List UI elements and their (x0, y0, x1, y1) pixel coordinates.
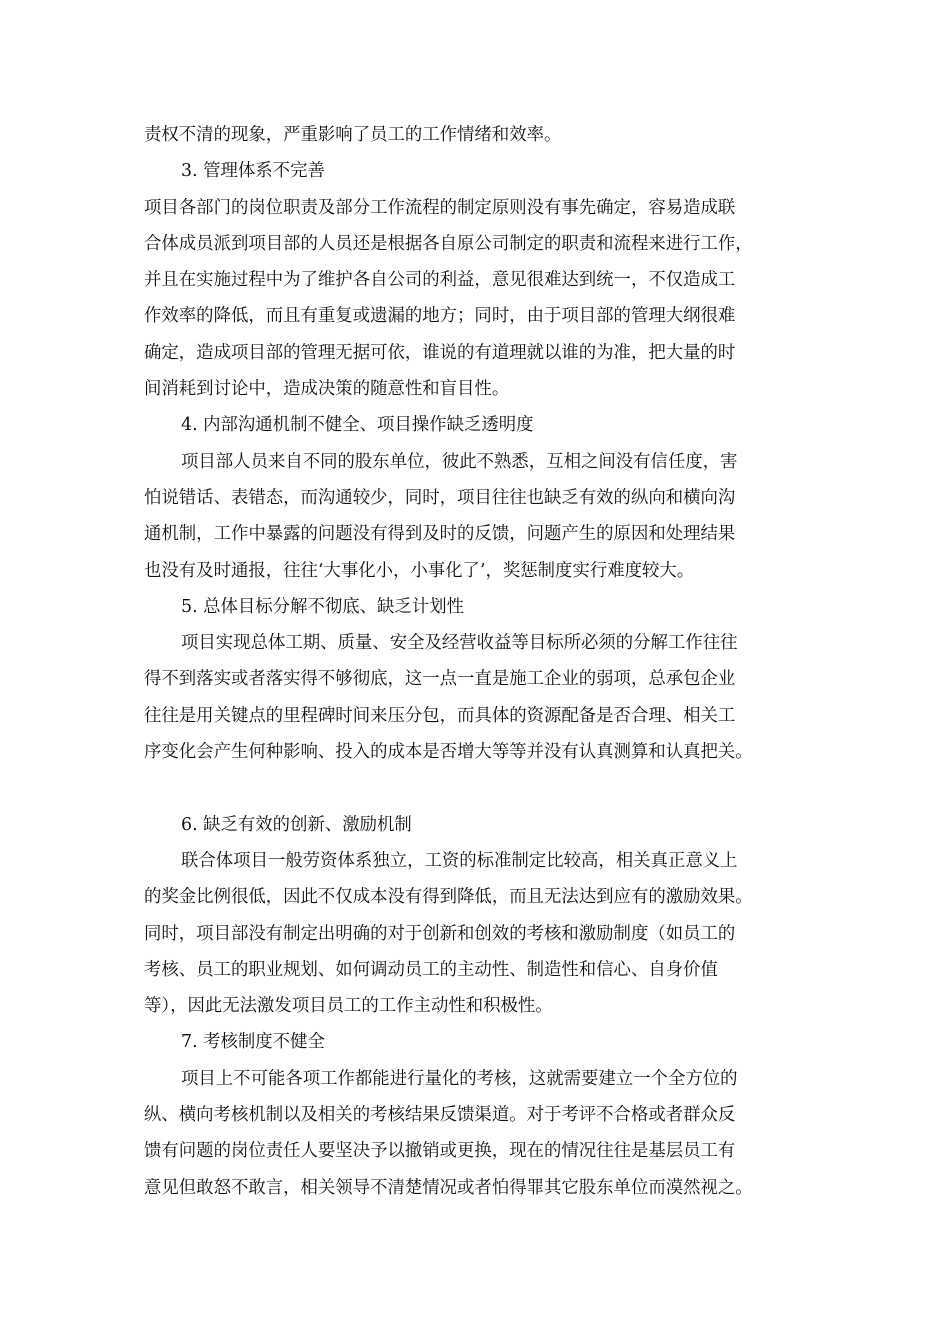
paragraph-line: 作效率的降低，而且有重复或遗漏的地方；同时，由于项目部的管理大纲很难 (144, 306, 736, 327)
paragraph-line: 合体成员派到项目部的人员还是根据各自原公司制定的职责和流程来进行工作， (144, 233, 753, 254)
paragraph-line: 得不到落实或者落实得不够彻底，这一点一直是施工企业的弱项，总承包企业 (144, 669, 736, 690)
paragraph-line: 馈有问题的岗位责任人要坚决予以撤销或更换，现在的情况往往是基层员工有 (144, 1141, 736, 1162)
paragraph-line: 序变化会产生何种影响、投入的成本是否增大等等并没有认真测算和认真把关。 (144, 742, 753, 763)
section-heading-7: 7. 考核制度不健全 (181, 1032, 325, 1053)
section-heading-6: 6. 缺乏有效的创新、激励机制 (181, 814, 412, 835)
paragraph-line: 纵、横向考核机制以及相关的考核结果反馈渠道。对于考评不合格或者群众反 (144, 1105, 736, 1126)
paragraph-line: 确定，造成项目部的管理无据可依，谁说的有道理就以谁的为准，把大量的时 (144, 342, 736, 363)
paragraph-line: 等），因此无法激发项目员工的工作主动性和积极性。 (144, 996, 553, 1017)
paragraph-line: 并且在实施过程中为了维护各自公司的利益，意见很难达到统一，不仅造成工 (144, 270, 736, 291)
paragraph-line: 往往是用关键点的里程碑时间来压分包，而具体的资源配备是否合理、相关工 (144, 705, 736, 726)
document-page (144, 117, 824, 1206)
paragraph-line: 同时，项目部没有制定出明确的对于创新和创效的考核和激励制度（如员工的 (144, 923, 736, 944)
blank-line (144, 770, 824, 806)
paragraph-line: 联合体项目一般劳资体系独立，工资的标准制定比较高，相关真正意义上 (181, 850, 738, 871)
section-heading-4: 4. 内部沟通机制不健全、项目操作缺乏透明度 (181, 415, 534, 436)
paragraph-line: 项目上不可能各项工作都能进行量化的考核，这就需要建立一个全方位的 (181, 1068, 738, 1089)
paragraph-line: 项目各部门的岗位职责及部分工作流程的制定原则没有事先确定，容易造成联 (144, 197, 736, 218)
paragraph-line: 通机制，工作中暴露的问题没有得到及时的反馈，问题产生的原因和处理结果 (144, 524, 736, 545)
paragraph-line: 项目实现总体工期、质量、安全及经营收益等目标所必须的分解工作往往 (181, 633, 738, 654)
paragraph-line: 间消耗到讨论中，造成决策的随意性和盲目性。 (144, 379, 510, 400)
paragraph-line: 意见但敢怒不敢言，相关领导不清楚情况或者怕得罪其它股东单位而漠然视之。 (144, 1177, 753, 1198)
section-heading-5: 5. 总体目标分解不彻底、缺乏计划性 (181, 596, 464, 617)
paragraph-line: 项目部人员来自不同的股东单位，彼此不熟悉，互相之间没有信任度，害 (181, 451, 738, 472)
paragraph-line: 考核、员工的职业规划、如何调动员工的主动性、制造性和信心、自身价值 (144, 959, 718, 980)
paragraph-line: 责权不清的现象，严重影响了员工的工作情绪和效率。 (144, 125, 562, 145)
paragraph-line: 的奖金比例很低，因此不仅成本没有得到降低，而且无法达到应有的激励效果。 (144, 887, 753, 908)
paragraph-line: 也没有及时通报，往往‘大事化小，小事化了’，奖惩制度实行难度较大。 (144, 560, 695, 581)
section-heading-3: 3. 管理体系不完善 (181, 161, 325, 182)
paragraph-line: 怕说错话、表错态，而沟通较少，同时，项目往往也缺乏有效的纵向和横向沟 (144, 487, 736, 508)
